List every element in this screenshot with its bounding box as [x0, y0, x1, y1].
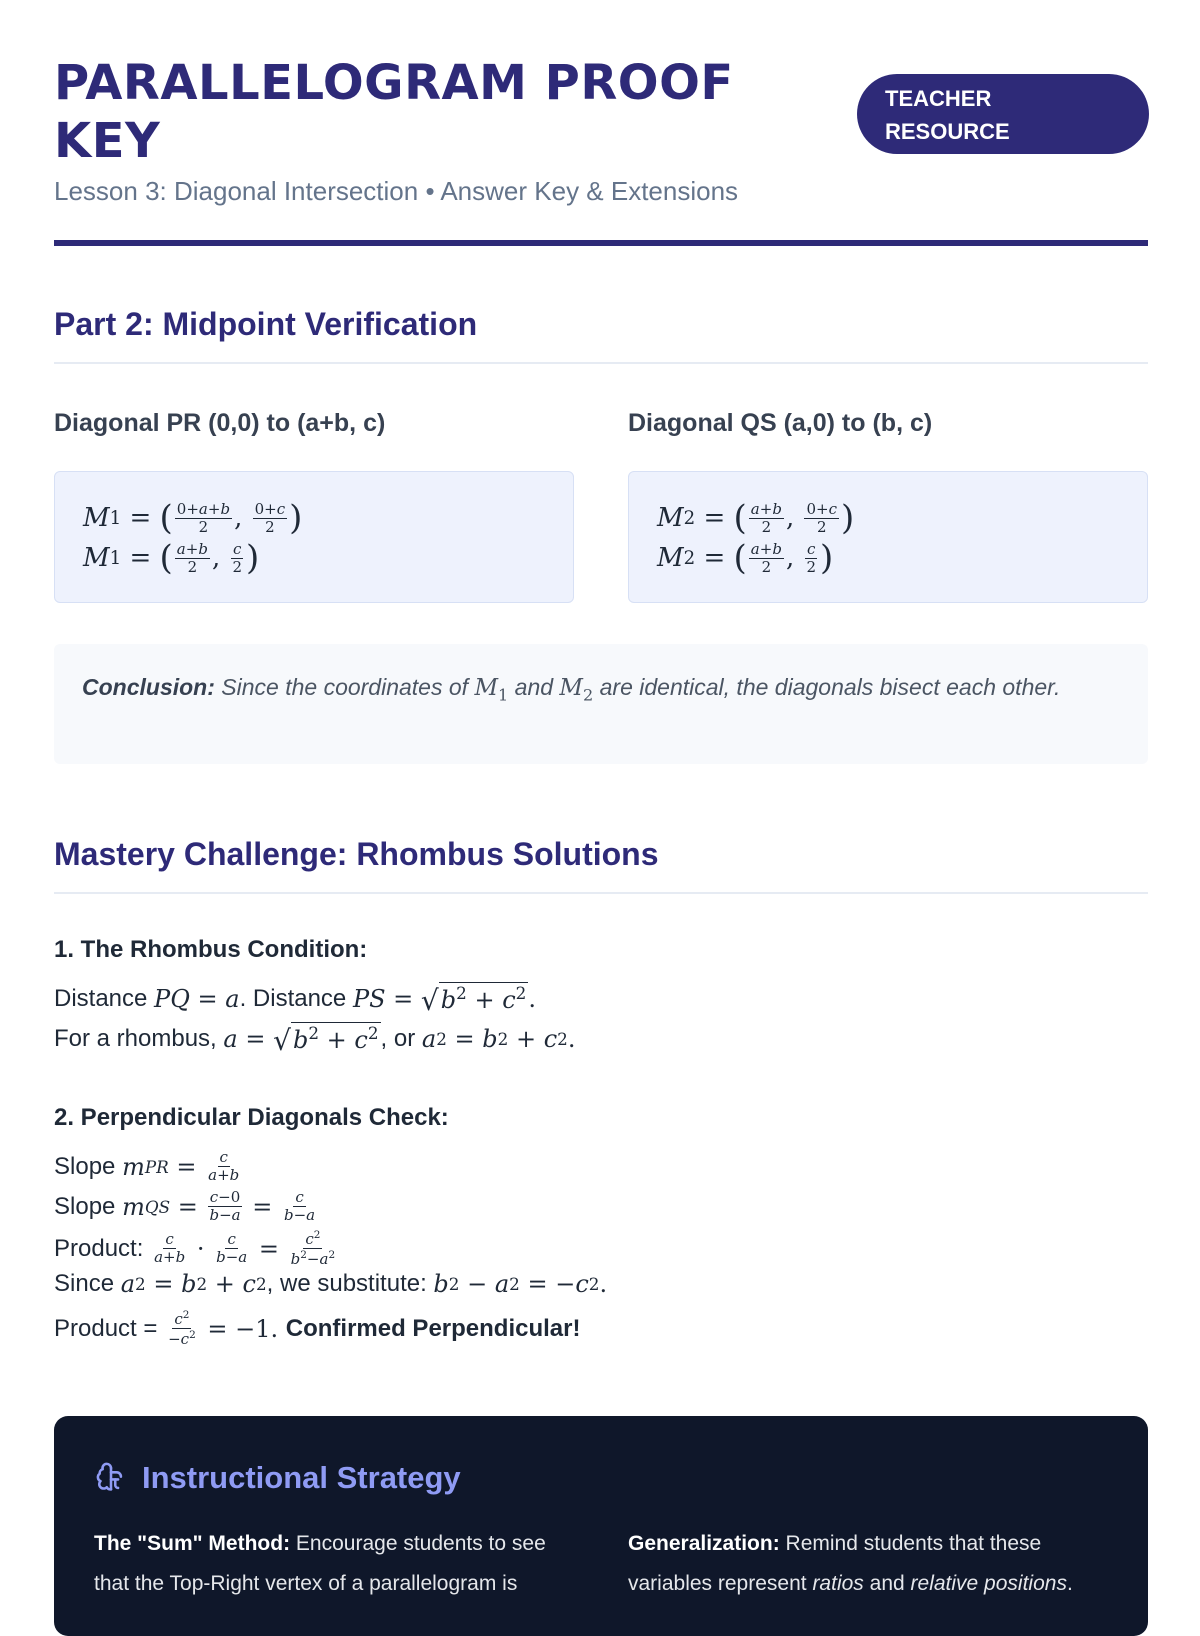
rhombus-condition-title: 1. The Rhombus Condition:: [54, 936, 368, 963]
conclusion-text-mid: and: [514, 674, 554, 700]
distance-label: Distance: [54, 984, 148, 1012]
header-divider: [54, 240, 1148, 246]
generalization-and: and: [869, 1572, 905, 1595]
rhombus-label: For a rhombus,: [54, 1024, 217, 1052]
m2-equation-line1: M 2 = ( $\frac{a+b}{2}$ , $\frac{0+c}{2}$ ): [657, 498, 855, 538]
substitution-line: Since a 2 = b 2 + c 2 , we substitute: b 2 − a 2 = − c 2 .: [54, 1270, 608, 1298]
rhombus-line: For a rhombus, a = √ $b^2 + c^2$ , or a 2 = b 2 + c 2 .: [54, 1023, 576, 1057]
generalization-end: .: [1066, 1572, 1073, 1595]
midpoint-qs-box: [628, 471, 1148, 603]
diagonal-pr-title: Diagonal PR (0,0) to (a+b, c): [54, 409, 386, 437]
distance-line: Distance PQ = a . Distance PS = √ $b^2 + c^2$ .: [54, 983, 536, 1017]
rhombus-or: , or: [380, 1024, 416, 1052]
sum-method-label: The "Sum" Method:: [94, 1532, 291, 1555]
generalization-label: Generalization:: [628, 1532, 780, 1555]
mastery-divider: [54, 892, 1148, 894]
sum-method-body: Encourage students to see that the Top-Right vertex of a parallelogram is: [94, 1532, 546, 1595]
diagonal-qs-title: Diagonal QS (a,0) to (b, c): [628, 409, 933, 437]
page-title: PARALLELOGRAM PROOF KEY: [54, 55, 734, 169]
product-eq-label: Product =: [54, 1314, 158, 1342]
slope-qs-label: Slope: [54, 1192, 116, 1220]
substitute-label: , we substitute:: [266, 1270, 427, 1297]
product-line: Product: $\frac{c}{a+b}$ · $\frac{c}{b-a}$ = $\frac{c^2}{b^2-a^2}$: [54, 1229, 336, 1268]
teacher-resource-badge: TEACHER RESOURCE: [857, 74, 1149, 154]
confirmed-perpendicular: Confirmed Perpendicular!: [285, 1314, 581, 1342]
product-label: Product:: [54, 1234, 144, 1262]
m2-equation-line2: M 2 = ( $\frac{a+b}{2}$ , $\frac{c}{2}$ ): [657, 538, 834, 578]
page-subtitle: Lesson 3: Diagonal Intersection • Answer Key & Extensions: [54, 176, 739, 206]
m1-equation-line2: M 1 = ( $\frac{a+b}{2}$ , $\frac{c}{2}$ ): [83, 538, 260, 578]
slope-pr-label: Slope: [54, 1152, 116, 1180]
since-label: Since: [54, 1270, 115, 1297]
part2-divider: [54, 362, 1148, 364]
perpendicular-check-title: 2. Perpendicular Diagonals Check:: [54, 1104, 449, 1131]
conclusion-text-post: are identical, the diagonals bisect each other.: [599, 674, 1061, 700]
generalization-em-ratios: ratios: [812, 1572, 864, 1595]
mastery-heading: Mastery Challenge: Rhombus Solutions: [54, 836, 659, 872]
strategy-heading: [94, 1460, 461, 1496]
m1-equation-line1: M 1 = ( $\frac{0+a+b}{2}$ , $\frac{0+c}{2}$ ): [83, 498, 303, 538]
sum-method-text: [94, 1524, 564, 1604]
conclusion-text-pre: Since the coordinates of: [221, 674, 469, 700]
slope-pr-line: Slope m PR = $\frac{c}{a+b}$: [54, 1148, 240, 1184]
strategy-title: Instructional Strategy: [142, 1460, 461, 1495]
instructional-strategy-panel: [54, 1416, 1148, 1636]
generalization-em-positions: relative positions: [910, 1572, 1067, 1595]
midpoint-pr-box: [54, 471, 574, 603]
brain-icon: [94, 1461, 128, 1495]
generalization-text: [628, 1524, 1098, 1604]
conclusion-label: Conclusion:: [82, 674, 215, 700]
generalization-body: Remind students that these variables represent: [628, 1532, 1042, 1595]
distance-label-2: . Distance: [239, 984, 347, 1012]
slope-qs-line: Slope m QS = $\frac{c-0}{b-a}$ = $\frac{c}{b-a}$: [54, 1188, 316, 1224]
product-result-line: Product = $\frac{c^2}{-c^2}$ = −1. Confirmed Perpendicular!: [54, 1309, 581, 1348]
conclusion-callout: Conclusion: Since the coordinates of $M_1$ and $M_2$ are identical, the diagonals bisect each other.: [54, 644, 1148, 764]
part2-heading: Part 2: Midpoint Verification: [54, 306, 478, 342]
